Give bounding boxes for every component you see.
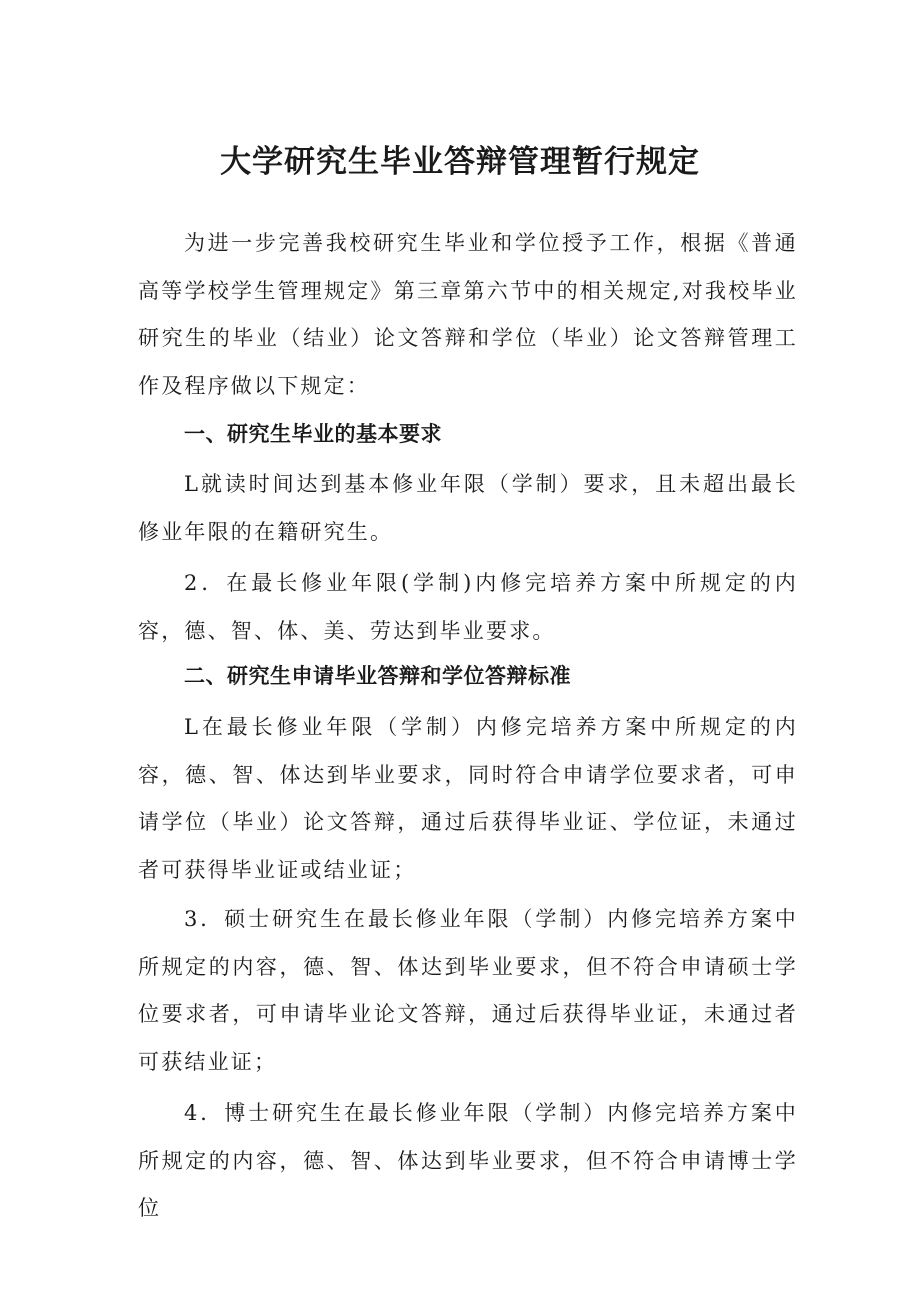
section-heading-1: 一、研究生毕业的基本要求	[184, 422, 442, 446]
intro-paragraph: 为进一步完善我校研究生毕业和学位授予工作，根据《普通高等学校学生管理规定》第三章第六节中的相关规定,对我校毕业研究生的毕业（结业）论文答辩和学位（毕业）论文答辩管理工作及程序做以下规定：	[138, 231, 798, 398]
section2-item-4: 4．博士研究生在最长修业年限（学制）内修完培养方案中所规定的内容，德、智、体达到毕业要求，但不符合申请博士学位	[138, 1101, 798, 1220]
section1-item-2: 2．在最长修业年限(学制)内修完培养方案中所规定的内容，德、智、体、美、劳达到毕业要求。	[138, 571, 798, 643]
section1-item-1: L就读时间达到基本修业年限（学制）要求，且未超出最长修业年限的在籍研究生。	[138, 472, 798, 544]
section-heading-2: 二、研究生申请毕业答辩和学位答辩标准	[184, 664, 571, 688]
document-title: 大学研究生毕业答辩管理暂行规定	[220, 144, 700, 180]
section2-item-1: L在最长修业年限（学制）内修完培养方案中所规定的内容，德、智、体达到毕业要求，同时符合申请学位要求者，可申请学位（毕业）论文答辩，通过后获得毕业证、学位证，未通过者可获得毕业证或结业证；	[138, 715, 798, 882]
section2-item-3: 3．硕士研究生在最长修业年限（学制）内修完培养方案中所规定的内容，德、智、体达到毕业要求，但不符合申请硕士学位要求者，可申请毕业论文答辩，通过后获得毕业证，未通过者可获结业证；	[138, 907, 798, 1074]
